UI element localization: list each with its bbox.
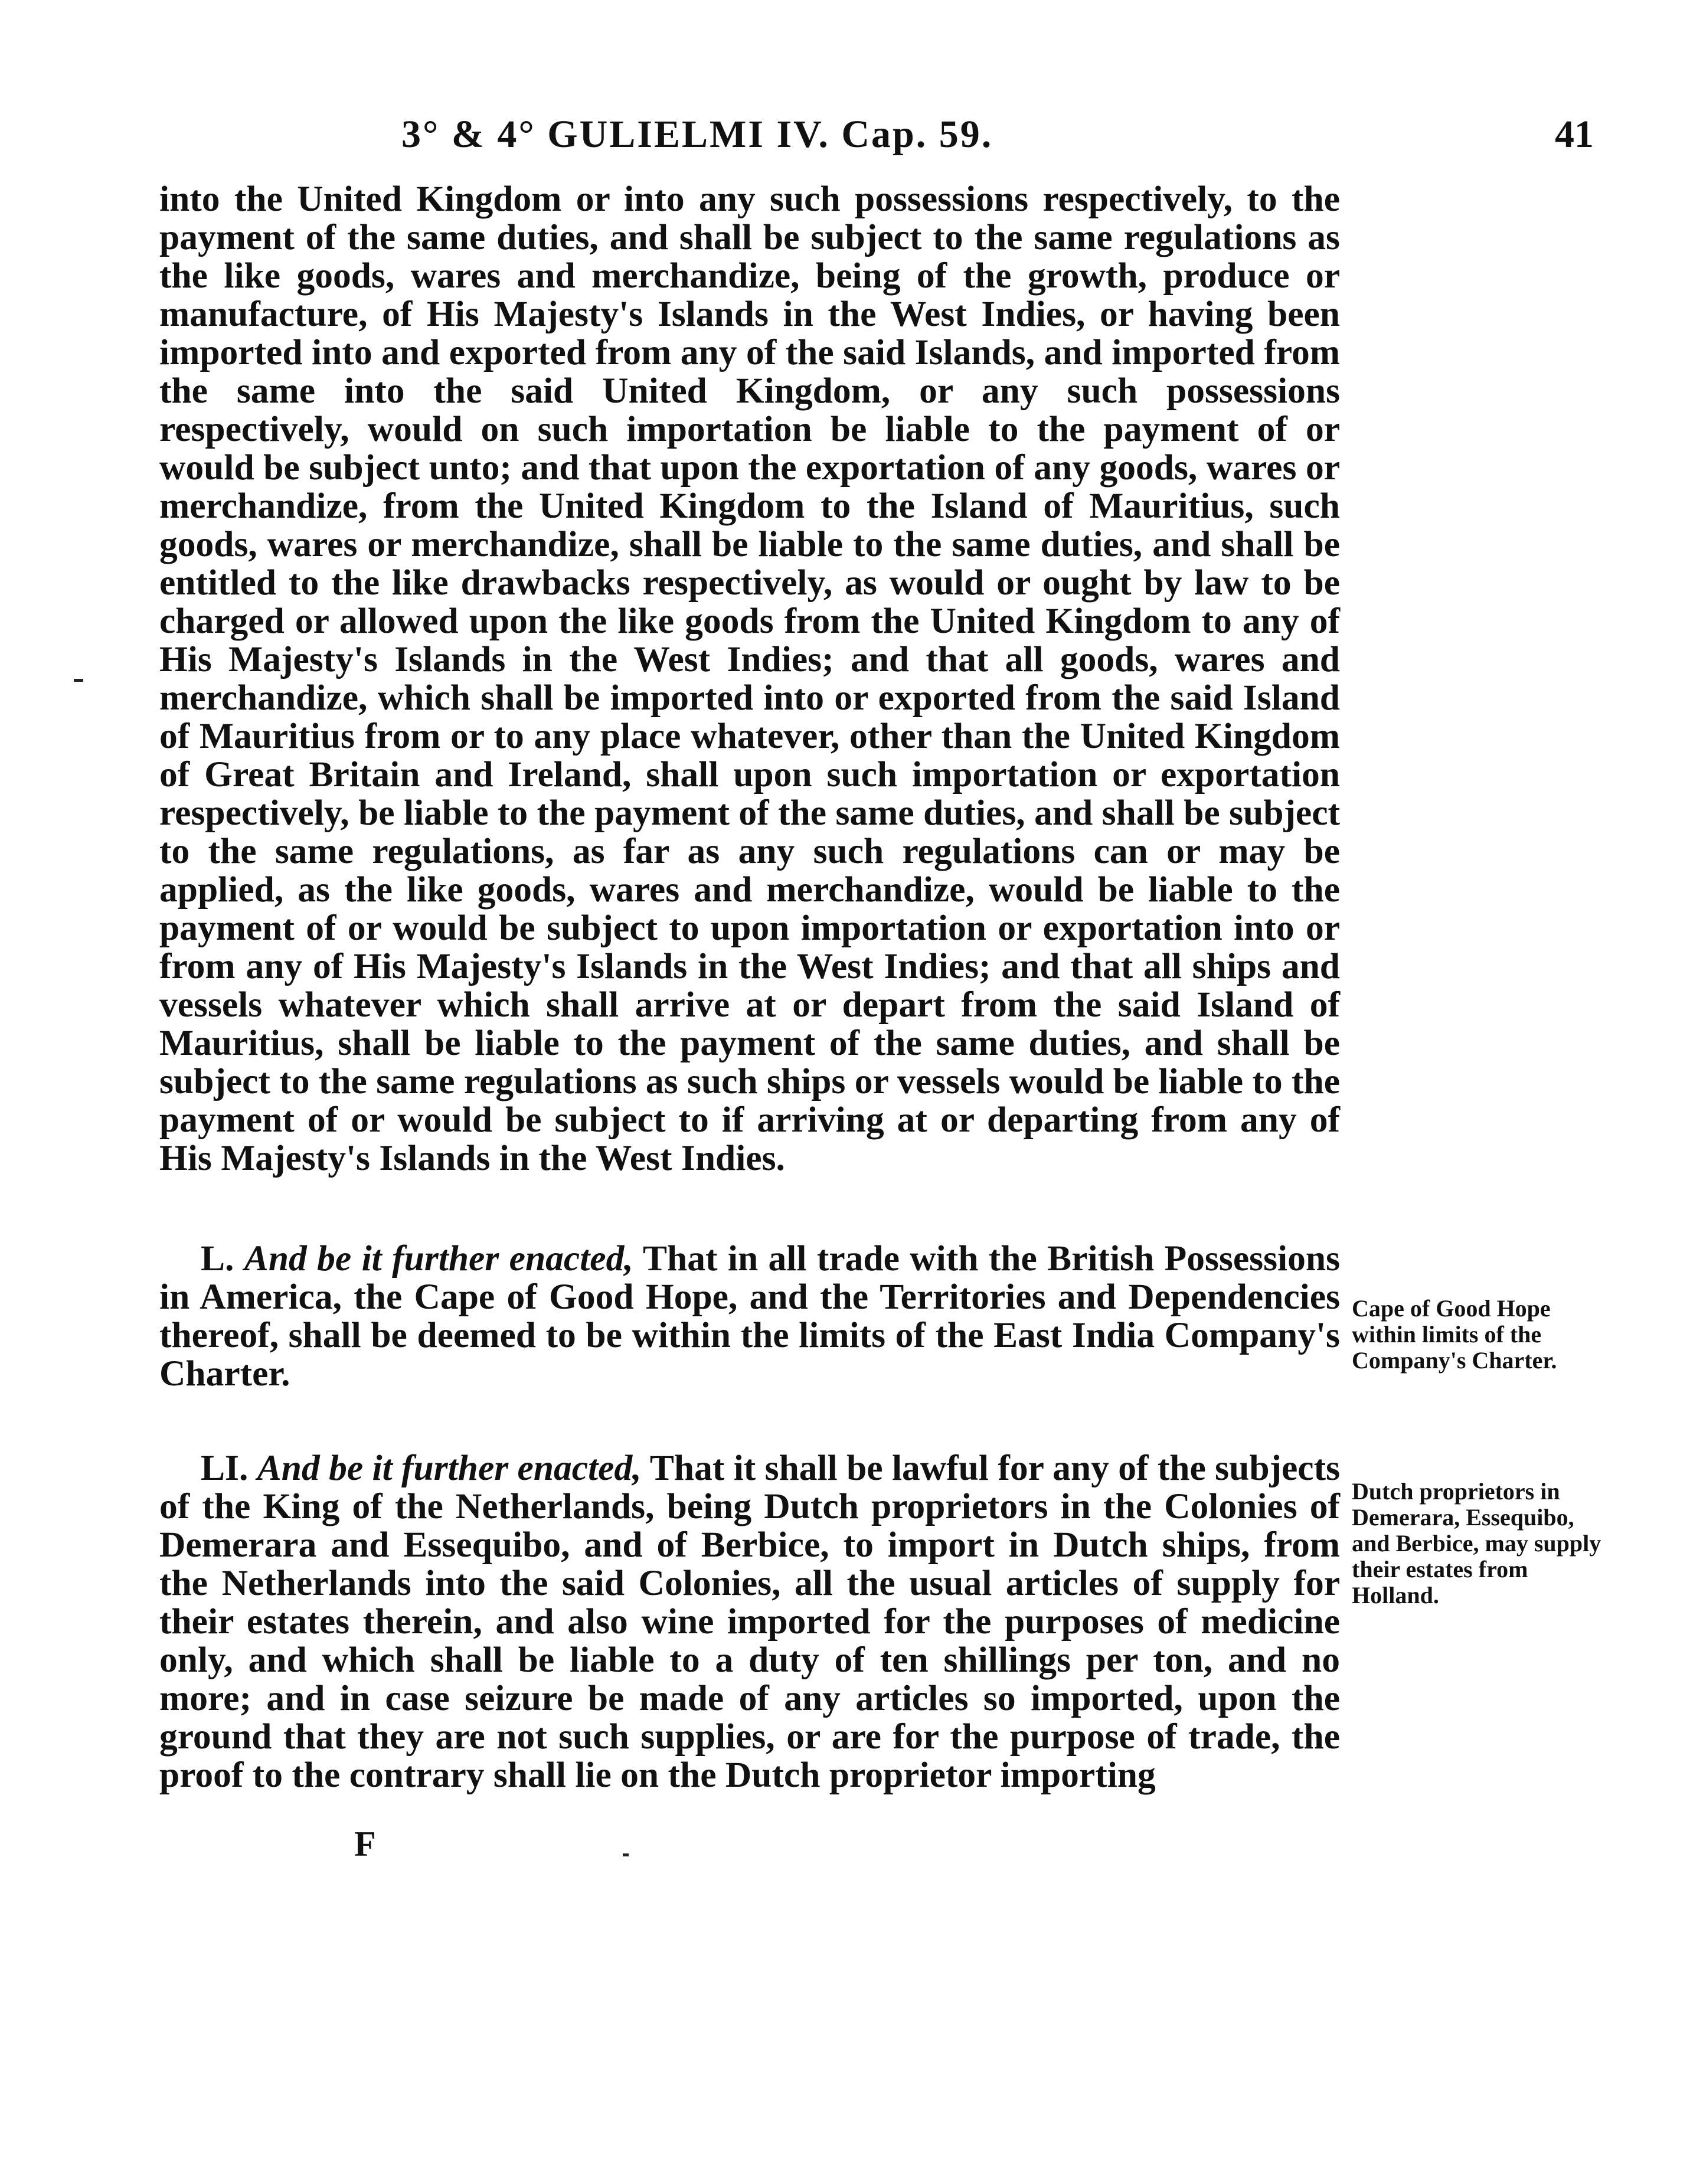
section-l-paragraph (159, 1240, 1340, 1393)
section-li-enacting-clause: And be it further enacted, (257, 1448, 642, 1488)
stray-ink-mark (74, 679, 83, 682)
margin-note-section-li: Dutch proprietors in Demerara, Essequibo, and Berbice, may supply their estates from Holland. (1352, 1478, 1601, 1608)
section-l-enacting-clause: And be it further enacted, (244, 1238, 633, 1279)
stray-ink-mark (623, 1853, 629, 1856)
signature-mark: F (354, 1825, 376, 1863)
section-l-text: That in all trade with the British Possessions in America, the Cape of Good Hope, and the Territories and Dependencies thereof, shall be deemed to be within the limits of the East India Company's Charter. (159, 1238, 1340, 1394)
section-li-paragraph (159, 1449, 1340, 1794)
section-li-text: That it shall be lawful for any of the subjects of the King of the Netherlands, being Dutch proprietors in the Colonies of Demerara and Essequibo, and of Berbice, to import in Dutch ships, from the Netherlands into the said Colonies, all the usual articles of supply for their estates therein, and also wine imported for the purposes of medicine only, and which shall be liable to a duty of ten shillings per ton, and no more; and in case seizure be made of any articles so imported, upon the ground that they are not such supplies, or are for the purpose of trade, the proof to the contrary shall lie on the Dutch proprietor importing (159, 1448, 1341, 1795)
margin-note-section-l: Cape of Good Hope within limits of the Company's Charter. (1352, 1295, 1557, 1374)
continuation-paragraph: into the United Kingdom or into any such possessions respectively, to the payment of the same duties, and shall be subject to the same regulations as the like goods, wares and merchandize, being of the growth, produce or manufacture, of His Majesty's Islands in the West Indies, or having been imported into and exported from any of the said Islands, and imported from the same into the said United Kingdom, or any such possessions respectively, would on such importation be liable to the payment of or would be subject unto; and that upon the exportation of any goods, wares or merchandize, from the United Kingdom to the Island of Mauritius, such goods, wares or merchandize, shall be liable to the same duties, and shall be entitled to the like drawbacks respectively, as would or ought by law to be charged or allowed upon the like goods from the United Kingdom to any of His Majesty's Islands in the West Indies; and that all goods, wares and merchandize, which shall be imported into or exported from the said Island of Mauritius from or to any place whatever, other than the United Kingdom of Great Britain and Ireland, shall upon such importation or exportation respectively, be liable to the payment of the same duties, and shall be subject to the same regulations, as far as any such regulations can or may be applied, as the like goods, wares and merchandize, would be liable to the payment of or would be subject to upon importation or exportation into or from any of His Majesty's Islands in the West Indies; and that all ships and vessels whatever which shall arrive at or depart from the said Island of Mauritius, shall be liable to the payment of the same duties, and shall be subject to the same regulations as such ships or vessels would be liable to the payment of or would be subject to if arriving at or departing from any of His Majesty's Islands in the West Indies. (159, 179, 1341, 1178)
page-number: 41 (1555, 113, 1594, 156)
section-l-number: L. (201, 1238, 234, 1279)
running-title: 3° & 4° GULIELMI IV. Cap. 59. (401, 113, 993, 156)
body-column (159, 180, 1340, 1794)
section-li-number: LI. (201, 1448, 249, 1488)
page-header (0, 112, 1703, 165)
